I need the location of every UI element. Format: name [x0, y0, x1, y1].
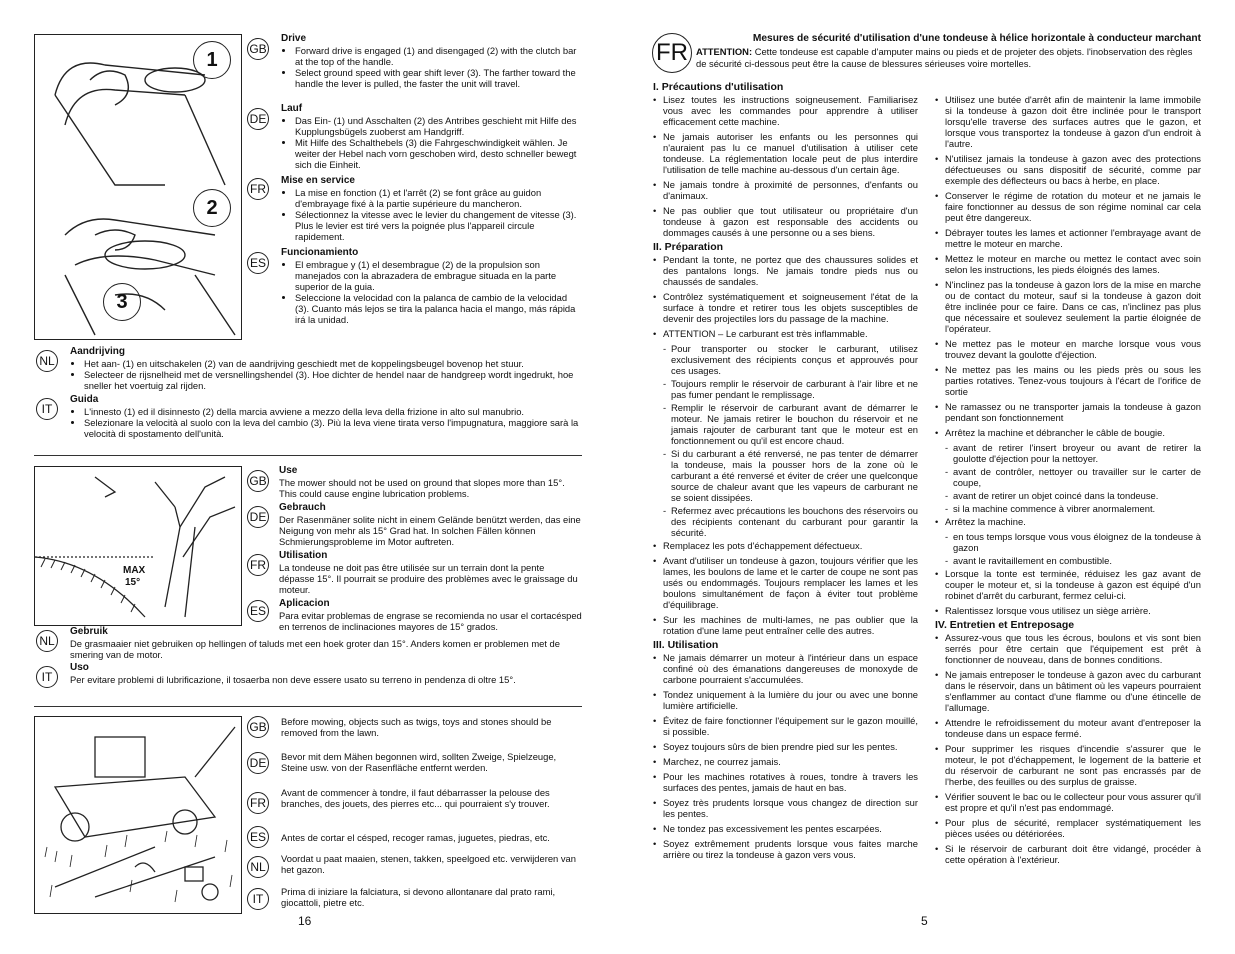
bullet-item: • Ne mettez pas le moteur en marche lorsque vous vous trouvez devant la goulotte d'éjection. [945, 338, 1201, 360]
lang-badge-de: DE [247, 108, 269, 130]
list-item: • Selezionare la velocità al suolo con la leva del cambio (3). Più la leva viene tirata verso l'impugnatura, maggiore sarà la velocità di spostamento dell'unità. [84, 417, 582, 439]
bullet-item: • Pour plus de sécurité, remplacer systématiquement les pièces usées ou détériorées. [945, 817, 1201, 839]
bullet-item: • Ne jamais autoriser les enfants ou les personnes qui n'auraient pas lu ce manuel d'utilisation à utiliser cete tondeuse. La réglementation locale peut de plus interdire l'utilisation de telle machine au-dessous d'un certain âge. [663, 131, 918, 175]
section-title: Use [279, 465, 298, 476]
bullet-item: • Pour supprimer les risques d'incendie s'assurer que le moteur, le pot d'échappement, le logement de la batterie et du réservoir de carburant ne sont pas encrassés par de l'herbe, des feuilles ou des surplus de graisse. [945, 743, 1201, 787]
bullet-item: • Ne ramassez ou ne transporter jamais la tondeuse à gazon pendant son fonctionnement [945, 401, 1201, 423]
section-title: Aandrijving [70, 346, 126, 357]
bullet-item: • Évitez de faire fonctionner l'équipement sur le gazon mouillé, si possible. [663, 715, 918, 737]
sub-item: - Si du carburant a été renversé, ne pas tenter de démarrer la tondeuse, mais la pousser hors de la zone où le carburant a été renversé et éviter de créer une quelconque source de chaleur avant que les vapeurs de carburant ne se soient dissipées. [663, 448, 918, 503]
attention-text: Cette tondeuse est capable d'amputer mains ou pieds et de projeter des objets. l'inobservation des règles de sécurité ci-dessous peut être la cause de blessures sérieuses voire mortelles. [696, 46, 1193, 69]
page-title: Mesures de sécurité d'utilisation d'une tondeuse à hélice horizontale à conducteur marchant [752, 33, 1201, 44]
sub-item: - avant de retirer l'insert broyeur ou avant de retirer la goulotte d'éjection pour la nettoyer. [945, 442, 1201, 464]
bullet-item: • Débrayer toutes les lames et actionner l'embrayage avant de mettre le moteur en marche. [945, 227, 1201, 249]
debris-es [281, 832, 582, 843]
lang-badge-gb: GB [247, 470, 269, 492]
bullet-item: • ATTENTION – Le carburant est très inflammable. [663, 328, 918, 339]
bullet-item: • Marchez, ne courrez jamais. [663, 756, 918, 767]
callout-2: 2 [193, 189, 231, 227]
bullet-item: • Vérifier souvent le bac ou le collecteur pour vous assurer qu'il est propre et qu'il n'est pas endommagé. [945, 791, 1201, 813]
drive-illustration [34, 34, 242, 340]
drive-nl [70, 346, 582, 391]
sub-item: - Pour transporter ou stocker le carburant, utilisez exclusivement des récipients conçus et approuvés pour ces usages. [663, 343, 918, 376]
bullet-item: • Lorsque la tonte est terminée, réduisez les gaz avant de couper le moteur et, si la tondeuse à gazon est équipé d'un robinet d'arrêt du carburant, fermez celui-ci. [945, 568, 1201, 601]
bullet-item: • Mettez le moteur en marche ou mettez le contact avec soin selon les instructions, les pieds éloignés des lames. [945, 253, 1201, 275]
bullet-item: • Soyez très prudents lorsque vous changez de direction sur les pentes. [663, 797, 918, 819]
bullet-item: • Pour les machines rotatives à roues, tondre à travers les surfaces des pentes, jamais de haut en bas. [663, 771, 918, 793]
debris-de [281, 751, 582, 773]
paragraph: Avant de commencer à tondre, il faut débarrasser la pelouse des branches, des jouets, des pierres etc... qui pourraient s'y trouver. [281, 787, 550, 809]
attention-notice [696, 46, 1201, 70]
paragraph: Bevor mit dem Mähen begonnen wird, sollten Zweige, Spielzeuge, Steine usw. von der Rasenfläche entfernt werden. [281, 751, 557, 773]
use-de [279, 502, 582, 547]
bullet-item: • Remplacez les pots d'échappement défectueux. [663, 540, 918, 551]
paragraph: The mower should not be used on ground that slopes more than 15°. This could cause engine lubrication problems. [279, 477, 565, 499]
section-title: Mise en service [281, 175, 355, 186]
bullet-item: • N'utilisez jamais la tondeuse à gazon avec des protections défectueuses ou sans dispositif de sécurité, comme par exemple des déflecteurs ou bacs à herbe, en place. [945, 153, 1201, 186]
safety-list [653, 94, 918, 238]
safety-list [653, 652, 918, 860]
section-title: Gebruik [70, 626, 108, 637]
lang-badge-it: IT [247, 888, 269, 910]
bullet-item: • Conserver le régime de rotation du moteur et ne jamais le faire fonctionner au dessus de son régime nominal car cela peut être dangereux. [945, 190, 1201, 223]
callout-1: 1 [193, 41, 231, 79]
list-item: • Seleccione la velocidad con la palanca de cambio de la velocidad (3). Cuanto más lejos se tira la palanca hacia el mango, más rápida irá la unidad. [295, 292, 582, 325]
section-title: Lauf [281, 103, 303, 114]
lang-badge-it: IT [36, 666, 58, 688]
lang-badge-gb: GB [247, 716, 269, 738]
lang-badge-gb: GB [247, 38, 269, 60]
section-title: Funcionamiento [281, 247, 359, 258]
section-heading: I. Précautions d'utilisation [653, 81, 784, 93]
bullet-item: • Ralentissez lorsque vous utilisez un siège arrière. [945, 605, 1201, 616]
lang-badge-nl: NL [36, 350, 58, 372]
sub-item: - Refermez avec précautions les bouchons des réservoirs ou des récipients contenant du carburant pour garantir la sécurité. [663, 505, 918, 538]
sub-item: - en tous temps lorsque vous vous éloignez de la tondeuse à gazon [945, 531, 1201, 553]
list-item: • Mit Hilfe des Schalthebels (3) die Fahrgeschwindigkeit wählen. Je weiter der Hebel nach vorn geschoben wird, desto schneller bewegt sich die Einheit. [295, 137, 582, 170]
language-badge-fr: FR [652, 33, 692, 73]
section-title: Drive [281, 33, 307, 44]
bullet-item: • Soyez toujours sûrs de bien prendre pied sur les pentes. [663, 741, 918, 752]
safety-column-2 [935, 94, 1201, 869]
bullet-item: • Si le réservoir de carburant doit être vidangé, procéder à cette opération à l'extérieur. [945, 843, 1201, 865]
use-nl [70, 626, 582, 660]
lang-badge-es: ES [247, 826, 269, 848]
section-heading: III. Utilisation [653, 639, 719, 651]
lang-badge-fr: FR [247, 178, 269, 200]
drive-gb [281, 33, 582, 89]
debris-fr [281, 787, 582, 809]
safety-list [935, 632, 1201, 865]
list-item: • Select ground speed with gear shift lever (3). The farther toward the handle the lever is pulled, the faster the unit will travel. [295, 67, 582, 89]
paragraph: Antes de cortar el césped, recoger ramas, juguetes, piedras, etc. [281, 832, 550, 843]
use-it [70, 662, 582, 685]
sub-item: - Remplir le réservoir de carburant avant de démarrer le moteur. Ne jamais retirer le bouchon du réservoir et ne jamais rajouter de carburant tant que le moteur est en fonctionnement ou qu'il est encore chaud. [663, 402, 918, 446]
paragraph: La tondeuse ne doit pas être utilisée sur un terrain dont la pente dépasse 15°. Il pourrait se produire des problèmes avec le graissage du moteur. [279, 562, 578, 595]
paragraph: Voordat u paat maaien, stenen, takken, speelgoed etc. verwijderen van het gazon. [281, 853, 576, 875]
bullet-item: • N'inclinez pas la tondeuse à gazon lors de la mise en marche ou de contact du moteur, sauf si la tondeuse à gazon doit être inclinée pour ce faire. Dans ce cas, n'inclinez pas plus que nécessaire et soulevez seulement la partie éloignée de l'opérateur. [945, 279, 1201, 334]
safety-list [653, 254, 918, 636]
bullet-item: • Soyez extrêmement prudents lorsque vous faites marche arrière ou tirez la tondeuse à gazon vers vous. [663, 838, 918, 860]
bullet-item: • Avant d'utiliser un tondeuse à gazon, toujours vérifier que les lames, les boulons de lame et le carter de coupe ne sont pas usés ou endommagés. Toujours remplacer les lames et les boulons simultanément de façon à éviter tout problème d'équilibrage. [663, 555, 918, 610]
section-title: Guida [70, 394, 99, 405]
bullet-item: • Utilisez une butée d'arrêt afin de maintenir la lame immobile si la tondeuse à gazon doit être inclinée pour le transport lorsqu'elle traverse des surfaces autres que le gazon, et lorsque vous transportez la tondeuse à gazon d'un endroit à l'autre. [945, 94, 1201, 149]
lang-badge-fr: FR [247, 554, 269, 576]
safety-list [935, 94, 1201, 616]
list-item: • Het aan- (1) en uitschakelen (2) van de aandrijving geschiedt met de koppelingsbeugel bovenop het stuur. [84, 358, 582, 369]
list-item: • Selecteer de rijsnelheid met de versnellingshendel (3). Hoe dichter de hendel naar de handgreep wordt ingedrukt, hoe sneller het voertuig zal rijden. [84, 369, 582, 391]
paragraph: Per evitare problemi di lubrificazione, il tosaerba non deve essere usato su terreno in pendenza di oltre 15°. [70, 674, 516, 685]
callout-3: 3 [103, 283, 141, 321]
sub-item: - si la machine commence à vibrer anormalement. [945, 503, 1201, 514]
bullet-item: • Ne pas oublier que tout utilisateur ou propriétaire d'un tondeuse à gazon est responsable des accidents ou dommages causés à une personne ou a ses biens. [663, 205, 918, 238]
bullet-item: • Ne jamais entreposer le tondeuse à gazon avec du carburant dans le réservoir, dans un bâtiment où les vapeurs pourraient s'enflammer au contact d'une flamme ou d'une étincelle de l'allumage. [945, 669, 1201, 713]
page-number-right: 5 [921, 914, 928, 928]
lawn-debris-illustration [34, 716, 242, 914]
sub-item: - avant le ravitaillement en combustible. [945, 555, 1201, 566]
bullet-item: • Arrêtez la machine. [945, 516, 1201, 527]
debris-nl [281, 853, 582, 875]
paragraph: Der Rasenmäner solite nicht in einem Gelände benützt werden, das eine Neigung von mehr als 15° Grad hat. In solchen Fällen können Schmierungsprobleme im Motor auftreten. [279, 514, 581, 547]
bullet-item: • Ne jamais démarrer un moteur à l'intérieur dans un espace confiné où des émanations dangereuses de monoxyde de carbone pourraient s'accumulées. [663, 652, 918, 685]
bullet-item: • Assurez-vous que tous les écrous, boulons et vis sont bien serrés pour être certain que l'équipement est prêt à fonctionner de nouveau, dans de bonnes conditions. [945, 632, 1201, 665]
list-item: • Sélectionnez la vitesse avec le levier du changement de vitesse (3). Plus le levier est tiré vers la poignée plus l'appareil circule rapidement. [295, 209, 582, 242]
drive-it [70, 394, 582, 439]
paragraph: Prima di iniziare la falciatura, si devono allontanare dal prato rami, giocattoli, pietre etc. [281, 886, 556, 908]
lang-badge-it: IT [36, 398, 58, 420]
max-label: MAX [123, 565, 146, 576]
divider [34, 455, 582, 456]
lang-badge-de: DE [247, 752, 269, 774]
sub-item: - Toujours remplir le réservoir de carburant à l'air libre et ne pas fumer pendant le remplissage. [663, 378, 918, 400]
lang-badge-de: DE [247, 506, 269, 528]
list-item: • Forward drive is engaged (1) and disengaged (2) with the clutch bar at the top of the handle. [295, 45, 582, 67]
section-title: Aplicacion [279, 598, 330, 609]
paragraph: De grasmaaier niet gebruiken op hellingen of taluds met een hoek groter dan 15°. Anders komen er problemen met de smering van de motor. [70, 638, 560, 660]
debris-gb [281, 716, 582, 738]
attention-label: ATTENTION: [696, 46, 753, 57]
drive-de [281, 103, 582, 170]
bullet-item: • Contrôlez systématiquement et soigneusement l'état de la surface à tondre et retirer tous les objets susceptibles de devenir des projectiles lors du passage de la machine. [663, 291, 918, 324]
angle-label: 15° [125, 577, 141, 588]
lang-badge-es: ES [247, 252, 269, 274]
list-item: • Das Ein- (1) und Asschalten (2) des Antribes geschieht mit Hilfe des Kupplungsbügels zuoberst am Handgriff. [295, 115, 582, 137]
section-title: Uso [70, 662, 89, 673]
bullet-item: • Sur les machines de multi-lames, ne pas oublier que la rotation d'une lame peut entraîner celle des autres. [663, 614, 918, 636]
drive-es [281, 247, 582, 325]
bullet-item: • Arrêtez la machine et débrancher le câble de bougie. [945, 427, 1201, 438]
divider [34, 706, 582, 707]
list-item: • El embrague y (1) el desembrague (2) de la propulsion son manejados con la abrazadera de embrague situada en la parte superior de la guia. [295, 259, 582, 292]
bullet-item: • Pendant la tonte, ne portez que des chaussures solides et des pantalons longs. Ne jamais tondre pieds nus ou chaussés de sandales. [663, 254, 918, 287]
slope-drawing [35, 467, 241, 625]
section-title: Gebrauch [279, 502, 326, 513]
drive-fr [281, 175, 582, 242]
page-number-left: 16 [298, 914, 312, 928]
safety-column-1 [653, 78, 918, 864]
lang-badge-es: ES [247, 600, 269, 622]
bullet-item: • Attendre le refroidissement du moteur avant d'entreposer la tondeuse dans un espace fermé. [945, 717, 1201, 739]
list-item: • L'innesto (1) ed il disinnesto (2) della marcia avviene a mezzo della leva della frizione in alto sul manubrio. [84, 406, 582, 417]
bullet-item: • Ne jamais tondre à proximité de personnes, d'enfants ou d'animaux. [663, 179, 918, 201]
use-fr [279, 550, 582, 595]
section-heading: II. Préparation [653, 241, 724, 253]
mower-drawing [35, 717, 241, 913]
slope-illustration [34, 466, 242, 626]
section-heading: IV. Entretien et Entreposage [935, 619, 1075, 631]
paragraph: Para evitar problemas de engrase se recomienda no usar el cortacésped en terrenos de inclinaciones mayores de 15° grados. [279, 610, 582, 632]
paragraph: Before mowing, objects such as twigs, toys and stones should be removed from the lawn. [281, 716, 552, 738]
lang-badge-nl: NL [36, 630, 58, 652]
section-title: Utilisation [279, 550, 328, 561]
lang-badge-fr: FR [247, 792, 269, 814]
sub-item: - avant de contrôler, nettoyer ou travailler sur le carter de coupe, [945, 466, 1201, 488]
bullet-item: • Tondez uniquement à la lumière du jour ou avec une bonne lumière artificielle. [663, 689, 918, 711]
bullet-item: • Ne mettez pas les mains ou les pieds près ou sous les parties rotatives. Tenez-vous toujours à l'écart de l'orifice de sortie [945, 364, 1201, 397]
lang-badge-nl: NL [247, 856, 269, 878]
list-item: • La mise en fonction (1) et l'arrêt (2) se font grâce au guidon d'embrayage fixé à la partie supérieure du mancheron. [295, 187, 582, 209]
use-gb [279, 465, 582, 499]
bullet-item: • Lisez toutes les instructions soigneusement. Familiarisez vous avec les commandes pour apprendre à utiliser efficacement cette machine. [663, 94, 918, 127]
bullet-item: • Ne tondez pas excessivement les pentes escarpées. [663, 823, 918, 834]
sub-item: - avant de retirer un objet coincé dans la tondeuse. [945, 490, 1201, 501]
debris-it [281, 886, 582, 908]
